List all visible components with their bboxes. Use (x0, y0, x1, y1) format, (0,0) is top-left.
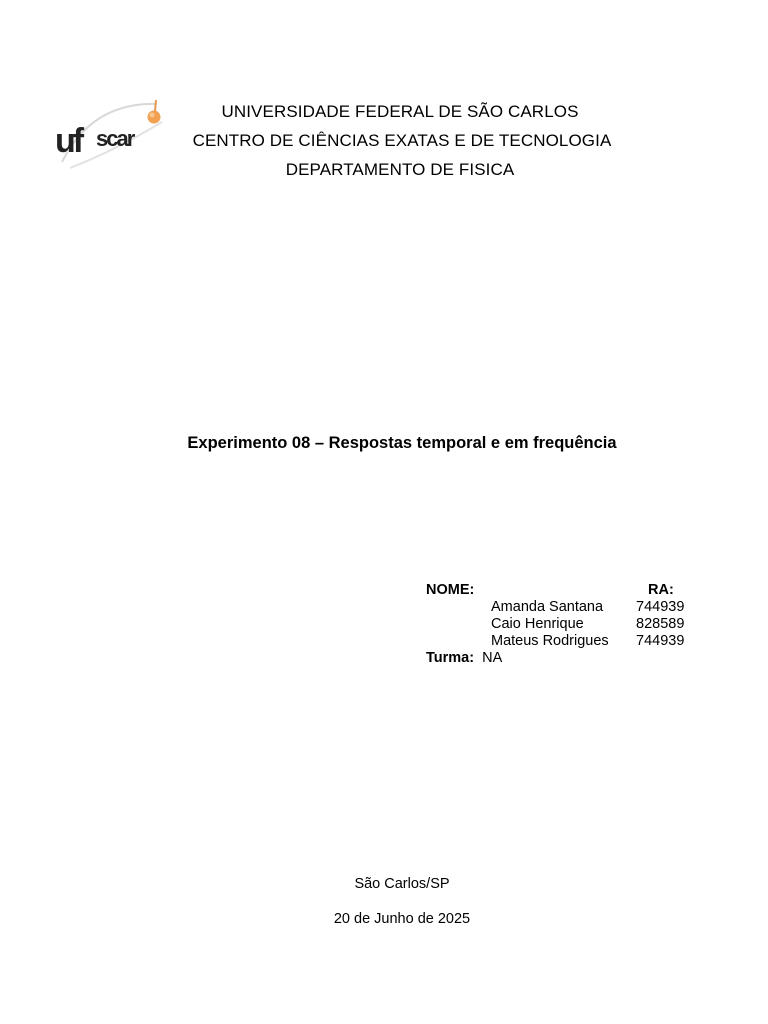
student-name: Caio Henrique (491, 616, 584, 632)
turma-row (426, 650, 706, 667)
university-name: UNIVERSIDADE FEDERAL DE SÃO CARLOS (221, 102, 579, 121)
student-ra: 828589 (636, 616, 685, 632)
student-ra: 744939 (636, 599, 685, 615)
center-name: CENTRO DE CIÊNCIAS EXATAS E DE TECNOLOGIA (192, 131, 612, 150)
students-block (426, 582, 706, 667)
svg-text:uf: uf (55, 122, 82, 160)
svg-text:scar: scar (96, 126, 134, 151)
student-row (426, 599, 706, 616)
student-row (426, 616, 706, 633)
ufscar-logo (52, 92, 172, 174)
department-name: DEPARTAMENTO DE FISICA (285, 160, 515, 179)
turma-value: NA (482, 650, 503, 666)
turma-label: Turma: (426, 650, 475, 666)
student-ra: 744939 (636, 633, 685, 649)
document-title: Experimento 08 – Respostas temporal e em frequência (187, 434, 617, 452)
student-name: Mateus Rodrigues (491, 633, 609, 649)
student-row (426, 633, 706, 650)
ra-label: RA: (648, 582, 674, 598)
students-header-row (426, 582, 706, 599)
student-name: Amanda Santana (491, 599, 604, 615)
date-text: 20 de Junho de 2025 (333, 911, 471, 927)
city-text: São Carlos/SP (354, 876, 450, 892)
name-label: NOME: (426, 582, 475, 598)
